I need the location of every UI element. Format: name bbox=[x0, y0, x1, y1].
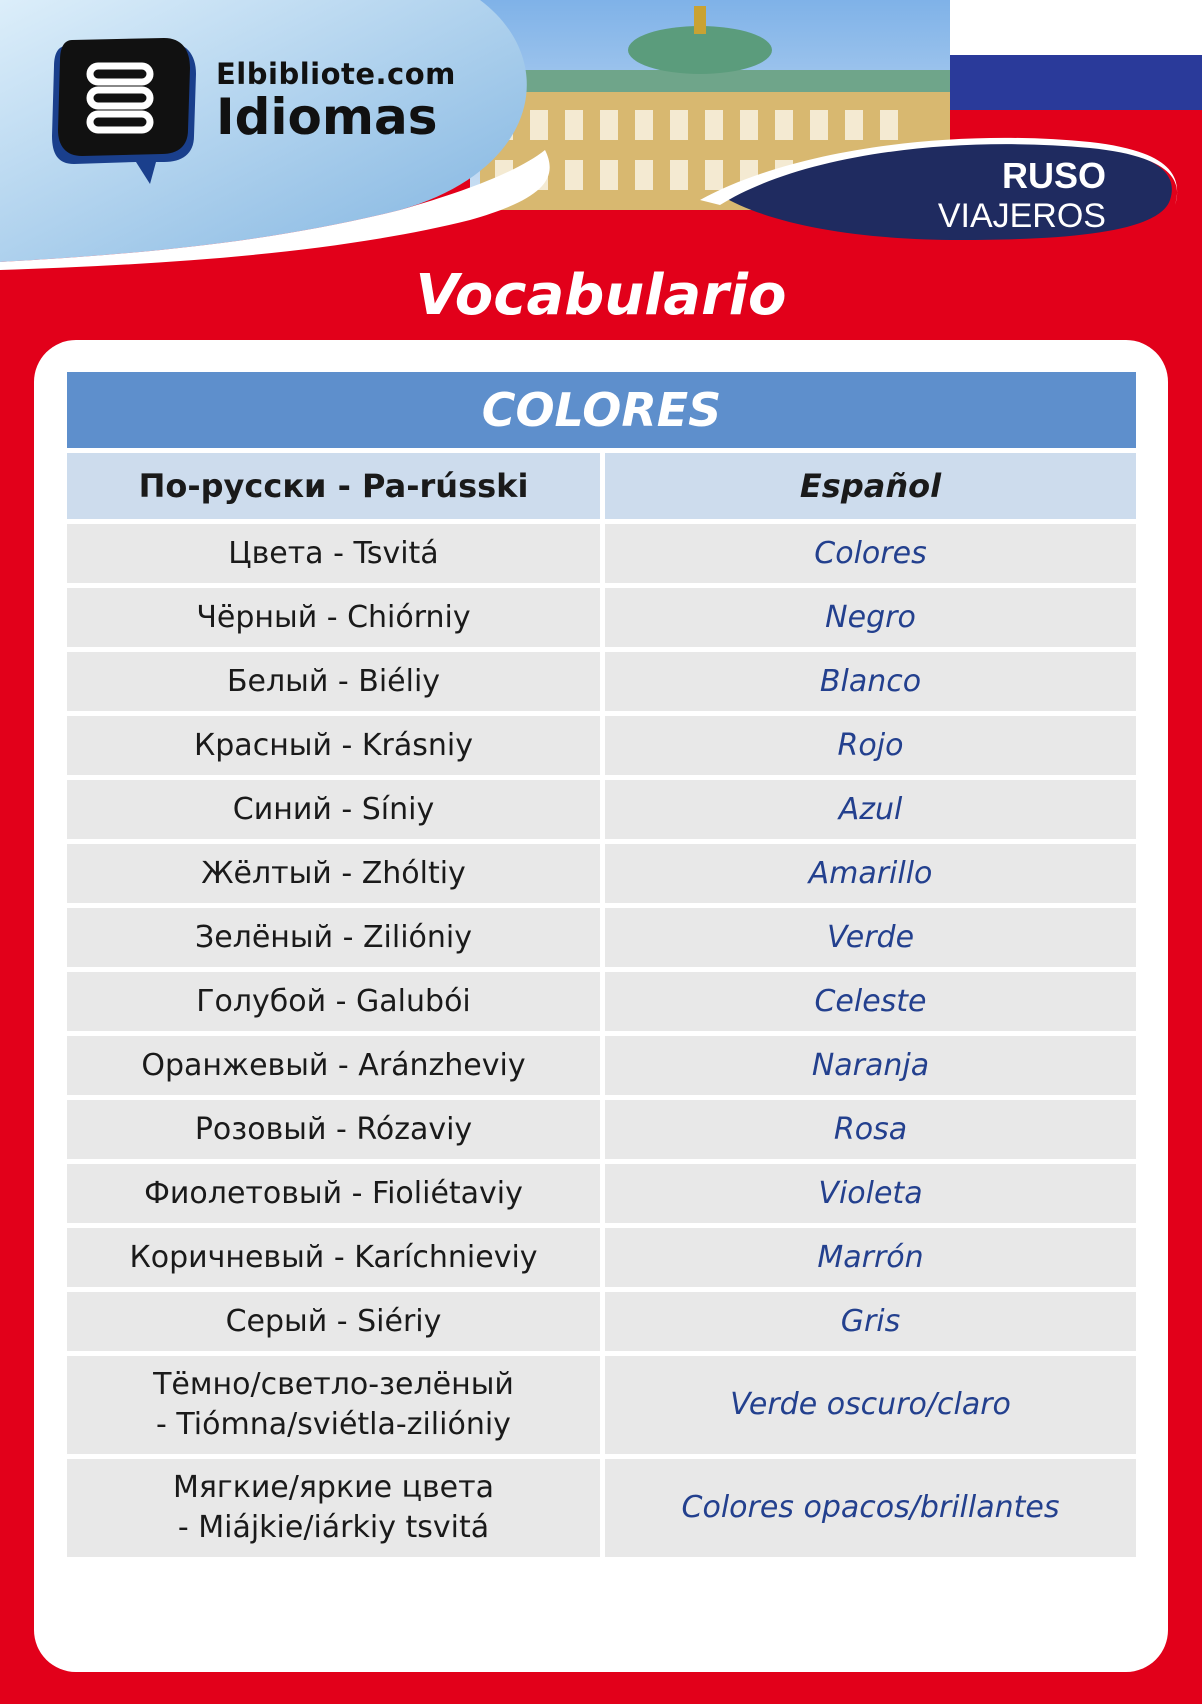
spanish-term: Verde oscuro/claro bbox=[605, 1356, 1136, 1454]
table-row bbox=[67, 1164, 1136, 1223]
russian-term: Серый - Siériy bbox=[67, 1292, 600, 1351]
page-title: Vocabulario bbox=[415, 263, 787, 328]
russian-term: Оранжевый - Aránzheviy bbox=[67, 1036, 600, 1095]
header-banner bbox=[0, 0, 1202, 270]
spanish-term: Amarillo bbox=[605, 844, 1136, 903]
russian-term: Цвета - Tsvitá bbox=[67, 524, 600, 583]
table-row bbox=[67, 1036, 1136, 1095]
spanish-term: Rosa bbox=[605, 1100, 1136, 1159]
table-row bbox=[67, 652, 1136, 711]
russian-term: Белый - Biéliy bbox=[67, 652, 600, 711]
table-row bbox=[67, 1228, 1136, 1287]
vocabulary-table bbox=[67, 372, 1136, 1557]
logo-icon bbox=[46, 36, 206, 186]
russian-term: Синий - Síniy bbox=[67, 780, 600, 839]
russian-term: Красный - Krásniy bbox=[67, 716, 600, 775]
table-row bbox=[67, 780, 1136, 839]
spanish-term: Azul bbox=[605, 780, 1136, 839]
spanish-term: Celeste bbox=[605, 972, 1136, 1031]
column-header-row bbox=[67, 453, 1136, 519]
table-row bbox=[67, 1100, 1136, 1159]
russian-term: Зелёный - Zilióniy bbox=[67, 908, 600, 967]
table-row bbox=[67, 1459, 1136, 1557]
russian-term: Фиолетовый - Fioliétaviy bbox=[67, 1164, 600, 1223]
brand-name: Idiomas bbox=[216, 88, 438, 146]
language-tag bbox=[938, 156, 1106, 236]
spanish-term: Verde bbox=[605, 908, 1136, 967]
russian-term: Тёмно/светло-зелёный - Tiómna/sviétla-zilióniy bbox=[67, 1356, 600, 1454]
spanish-term: Colores bbox=[605, 524, 1136, 583]
brand-block bbox=[216, 58, 456, 144]
russian-term: Коричневый - Karíchnieviy bbox=[67, 1228, 600, 1287]
russian-term: Мягкие/яркие цвета - Miájkie/iárkiy tsvitá bbox=[67, 1459, 600, 1557]
spanish-term: Colores opacos/brillantes bbox=[605, 1459, 1136, 1557]
spanish-term: Rojo bbox=[605, 716, 1136, 775]
spanish-term: Blanco bbox=[605, 652, 1136, 711]
table-row bbox=[67, 1356, 1136, 1454]
spanish-term: Violeta bbox=[605, 1164, 1136, 1223]
russian-term: Голубой - Galubói bbox=[67, 972, 600, 1031]
language-label: RUSO bbox=[1001, 155, 1106, 196]
brand-site: Elbibliote.com bbox=[216, 57, 456, 91]
table-row bbox=[67, 908, 1136, 967]
spanish-term: Negro bbox=[605, 588, 1136, 647]
spanish-term: Naranja bbox=[605, 1036, 1136, 1095]
russian-term: Чёрный - Chiórniy bbox=[67, 588, 600, 647]
table-row bbox=[67, 524, 1136, 583]
table-body bbox=[67, 524, 1136, 1557]
spanish-term: Gris bbox=[605, 1292, 1136, 1351]
column-header-spanish: Español bbox=[605, 453, 1136, 519]
audience-label: VIAJEROS bbox=[937, 197, 1106, 235]
russian-term: Розовый - Rózaviy bbox=[67, 1100, 600, 1159]
table-row bbox=[67, 588, 1136, 647]
table-row bbox=[67, 844, 1136, 903]
column-header-russian: По-русски - Pa-rússki bbox=[67, 453, 600, 519]
spanish-term: Marrón bbox=[605, 1228, 1136, 1287]
table-row bbox=[67, 716, 1136, 775]
section-title: COLORES bbox=[67, 372, 1136, 448]
table-row bbox=[67, 1292, 1136, 1351]
table-row bbox=[67, 972, 1136, 1031]
russian-term: Жёлтый - Zhóltiy bbox=[67, 844, 600, 903]
